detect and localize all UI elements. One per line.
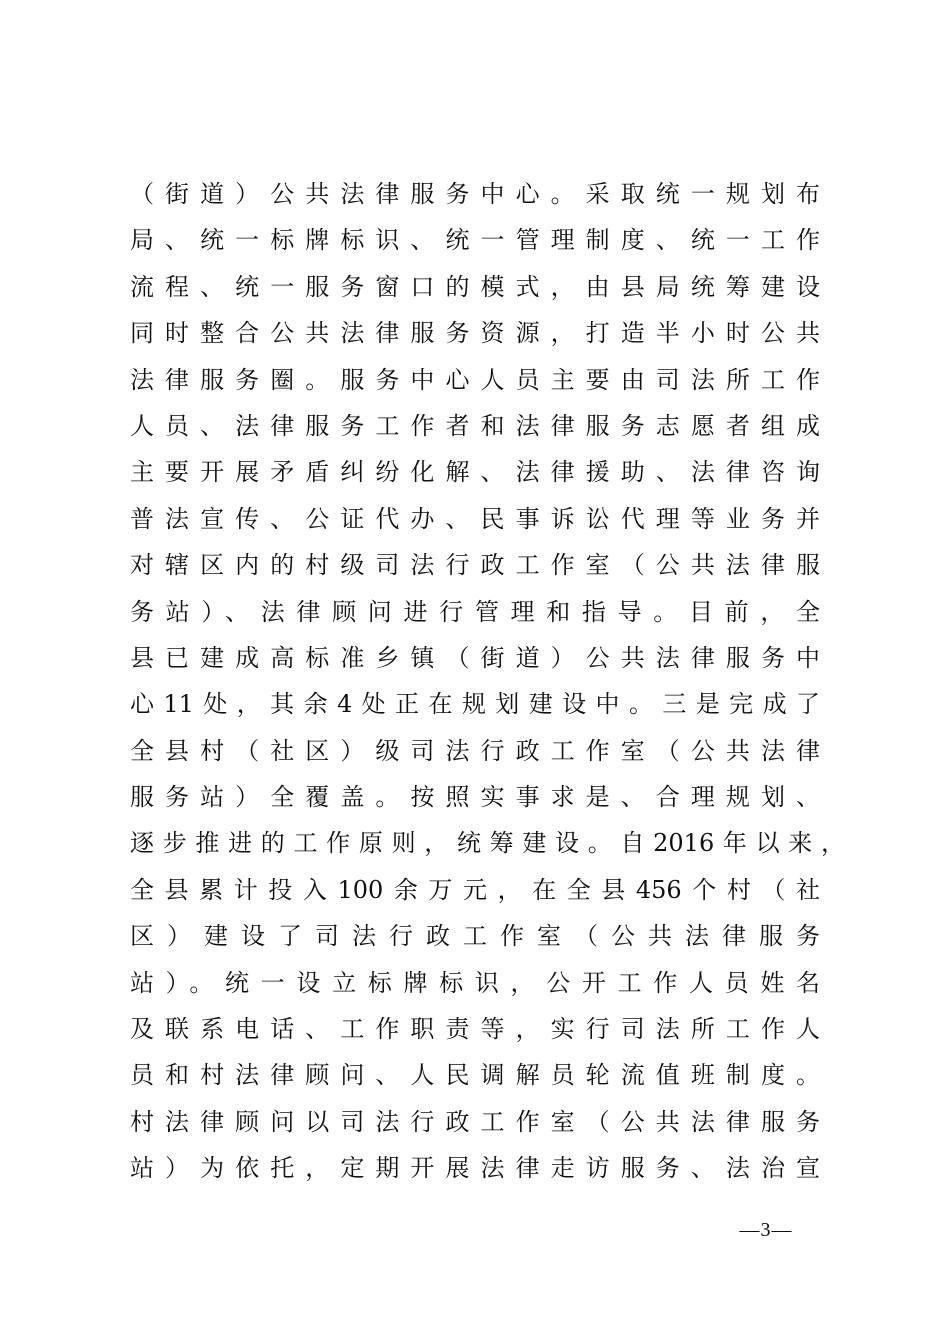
text-line: 法律服务圈。服务中心人员主要由司法所工作 [130,365,820,394]
text-line: 局、统一标牌标识、统一管理制度、统一工作 [130,226,820,255]
text-line: 及联系电话、工作职责等，实行司法所工作人 [130,1015,820,1044]
text-line: 全县累计投入100余万元，在全县456个村（社 [130,875,820,904]
text-line: 流程、统一服务窗口的模式，由县局统筹建设 [130,272,820,301]
text-line: 主要开展矛盾纠纷化解、法律援助、法律咨询 [130,458,820,487]
text-line: 站）为依托，定期开展法律走访服务、法治宣 [130,1154,820,1183]
text-line: 心11处，其余4处正在规划建设中。三是完成了 [130,690,820,719]
text-line: 对辖区内的村级司法行政工作室（公共法律服 [130,551,820,580]
text-line: 村法律顾问以司法行政工作室（公共法律服务 [130,1107,820,1136]
text-line: 人员、法律服务工作者和法律服务志愿者组成 [130,411,820,440]
text-line: 逐步推进的工作原则，统筹建设。自2016年以来， [130,829,845,858]
text-line: 务站）、法律顾问进行管理和指导。目前，全 [130,597,820,626]
text-line: 全县村（社区）级司法行政工作室（公共法律 [130,736,820,765]
page-number: —3— [739,1219,793,1241]
text-line: 同时整合公共法律服务资源，打造半小时公共 [130,319,820,348]
text-line: 服务站）全覆盖。按照实事求是、合理规划、 [130,783,820,812]
text-line: 县已建成高标准乡镇（街道）公共法律服务中 [130,643,820,672]
text-line: 员和村法律顾问、人民调解员轮流值班制度。 [130,1061,820,1090]
text-line: 站）。统一设立标牌标识，公开工作人员姓名 [130,968,820,997]
text-line: 普法宣传、公证代办、民事诉讼代理等业务并 [130,504,820,533]
text-line: 区）建设了司法行政工作室（公共法律服务 [130,922,820,951]
text-line: （街道）公共法律服务中心。采取统一规划布 [130,180,820,208]
body-text [130,171,845,1192]
